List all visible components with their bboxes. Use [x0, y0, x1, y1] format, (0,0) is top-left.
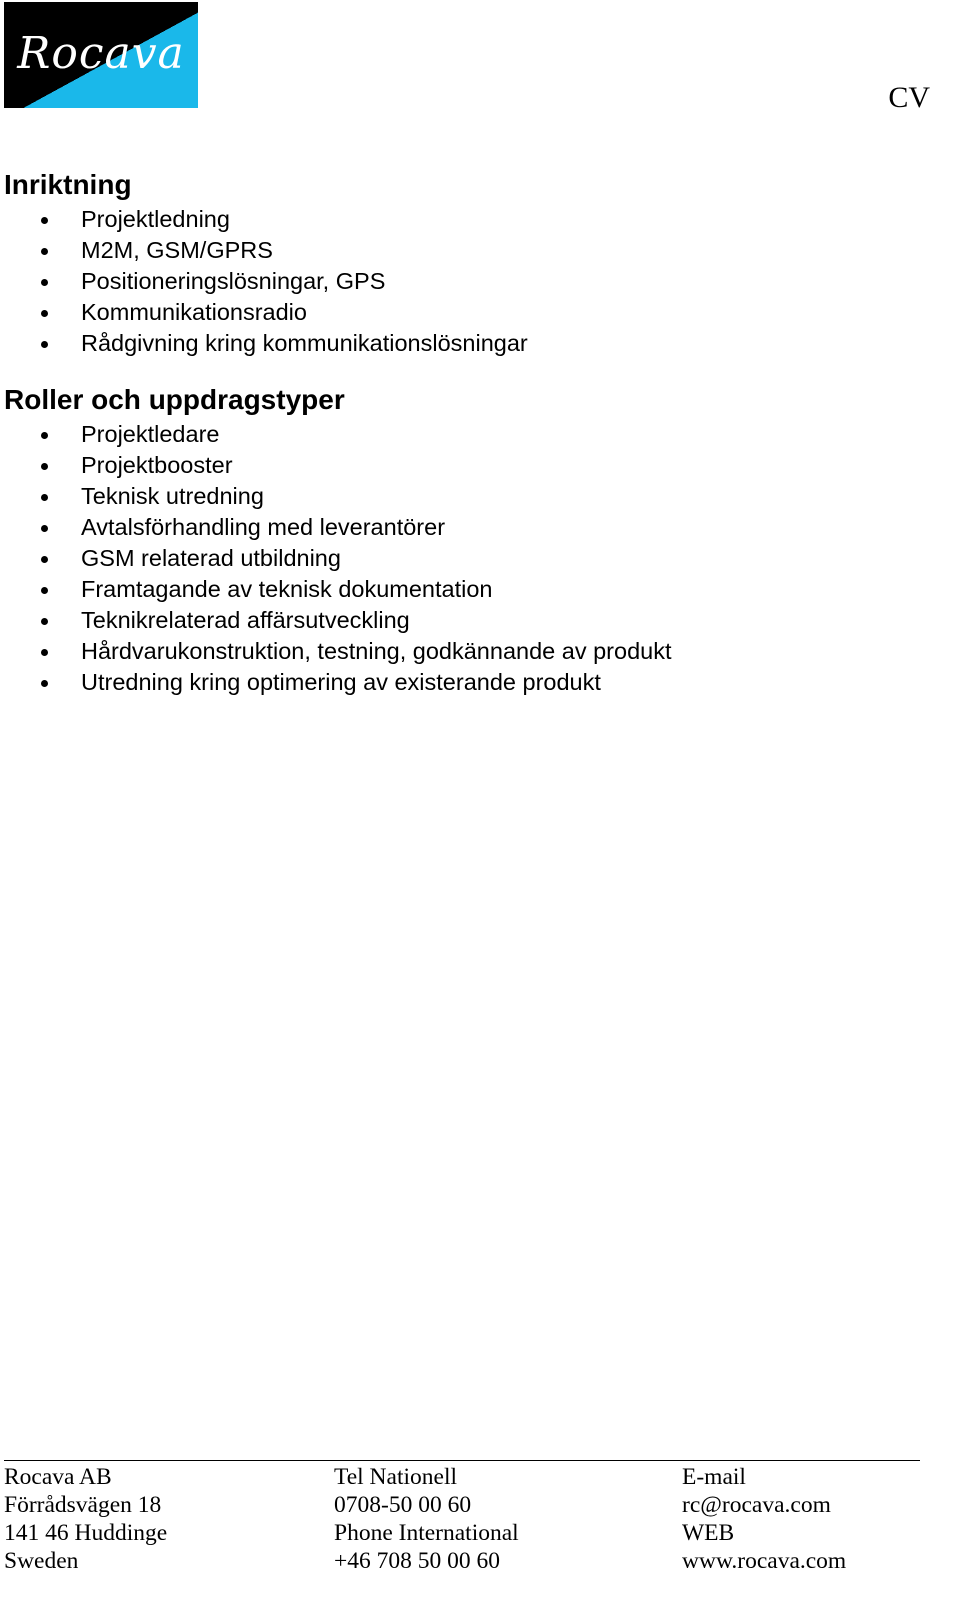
page-footer	[4, 1460, 920, 1575]
footer-phone	[334, 1463, 682, 1575]
list-item: M2M, GSM/GPRS	[4, 235, 924, 266]
list-item: Hårdvarukonstruktion, testning, godkännande av produkt	[4, 636, 924, 667]
footer-company-name: Rocava AB	[4, 1464, 112, 1490]
footer-web	[682, 1463, 920, 1575]
footer-phone-national: 0708-50 00 60	[334, 1492, 472, 1518]
footer-email-label: E-mail	[682, 1464, 746, 1490]
logo-text: Rocava	[17, 27, 185, 79]
list-item: Kommunikationsradio	[4, 297, 924, 328]
list-item: Rådgivning kring kommunikationslösningar	[4, 328, 924, 359]
document-type-label: CV	[888, 81, 930, 114]
footer-phone-national-label: Tel Nationell	[334, 1464, 457, 1490]
section-title-roller: Roller och uppdragstyper	[4, 384, 345, 415]
section-title-inriktning: Inriktning	[4, 169, 132, 200]
footer-street: Förrådsvägen 18	[4, 1492, 162, 1518]
footer-phone-international: +46 708 50 00 60	[334, 1548, 501, 1574]
list-item: Positioneringslösningar, GPS	[4, 266, 924, 297]
roller-list	[4, 419, 924, 698]
footer-address	[4, 1463, 334, 1575]
list-item: Avtalsförhandling med leverantörer	[4, 512, 924, 543]
inriktning-list	[4, 204, 924, 359]
footer-web-label: WEB	[682, 1520, 735, 1546]
list-item: Projektledare	[4, 419, 924, 450]
footer-website: www.rocava.com	[682, 1548, 847, 1574]
cv-content	[4, 168, 924, 722]
list-item: Projektledning	[4, 204, 924, 235]
list-item: Utredning kring optimering av existerande produkt	[4, 667, 924, 698]
list-item: Teknisk utredning	[4, 481, 924, 512]
footer-country: Sweden	[4, 1548, 79, 1574]
list-item: Framtagande av teknisk dokumentation	[4, 574, 924, 605]
list-item: Projektbooster	[4, 450, 924, 481]
list-item: Teknikrelaterad affärsutveckling	[4, 605, 924, 636]
footer-email: rc@rocava.com	[682, 1492, 831, 1518]
company-logo	[4, 2, 198, 108]
list-item: GSM relaterad utbildning	[4, 543, 924, 574]
footer-postal: 141 46 Huddinge	[4, 1520, 168, 1546]
footer-phone-international-label: Phone International	[334, 1520, 519, 1546]
